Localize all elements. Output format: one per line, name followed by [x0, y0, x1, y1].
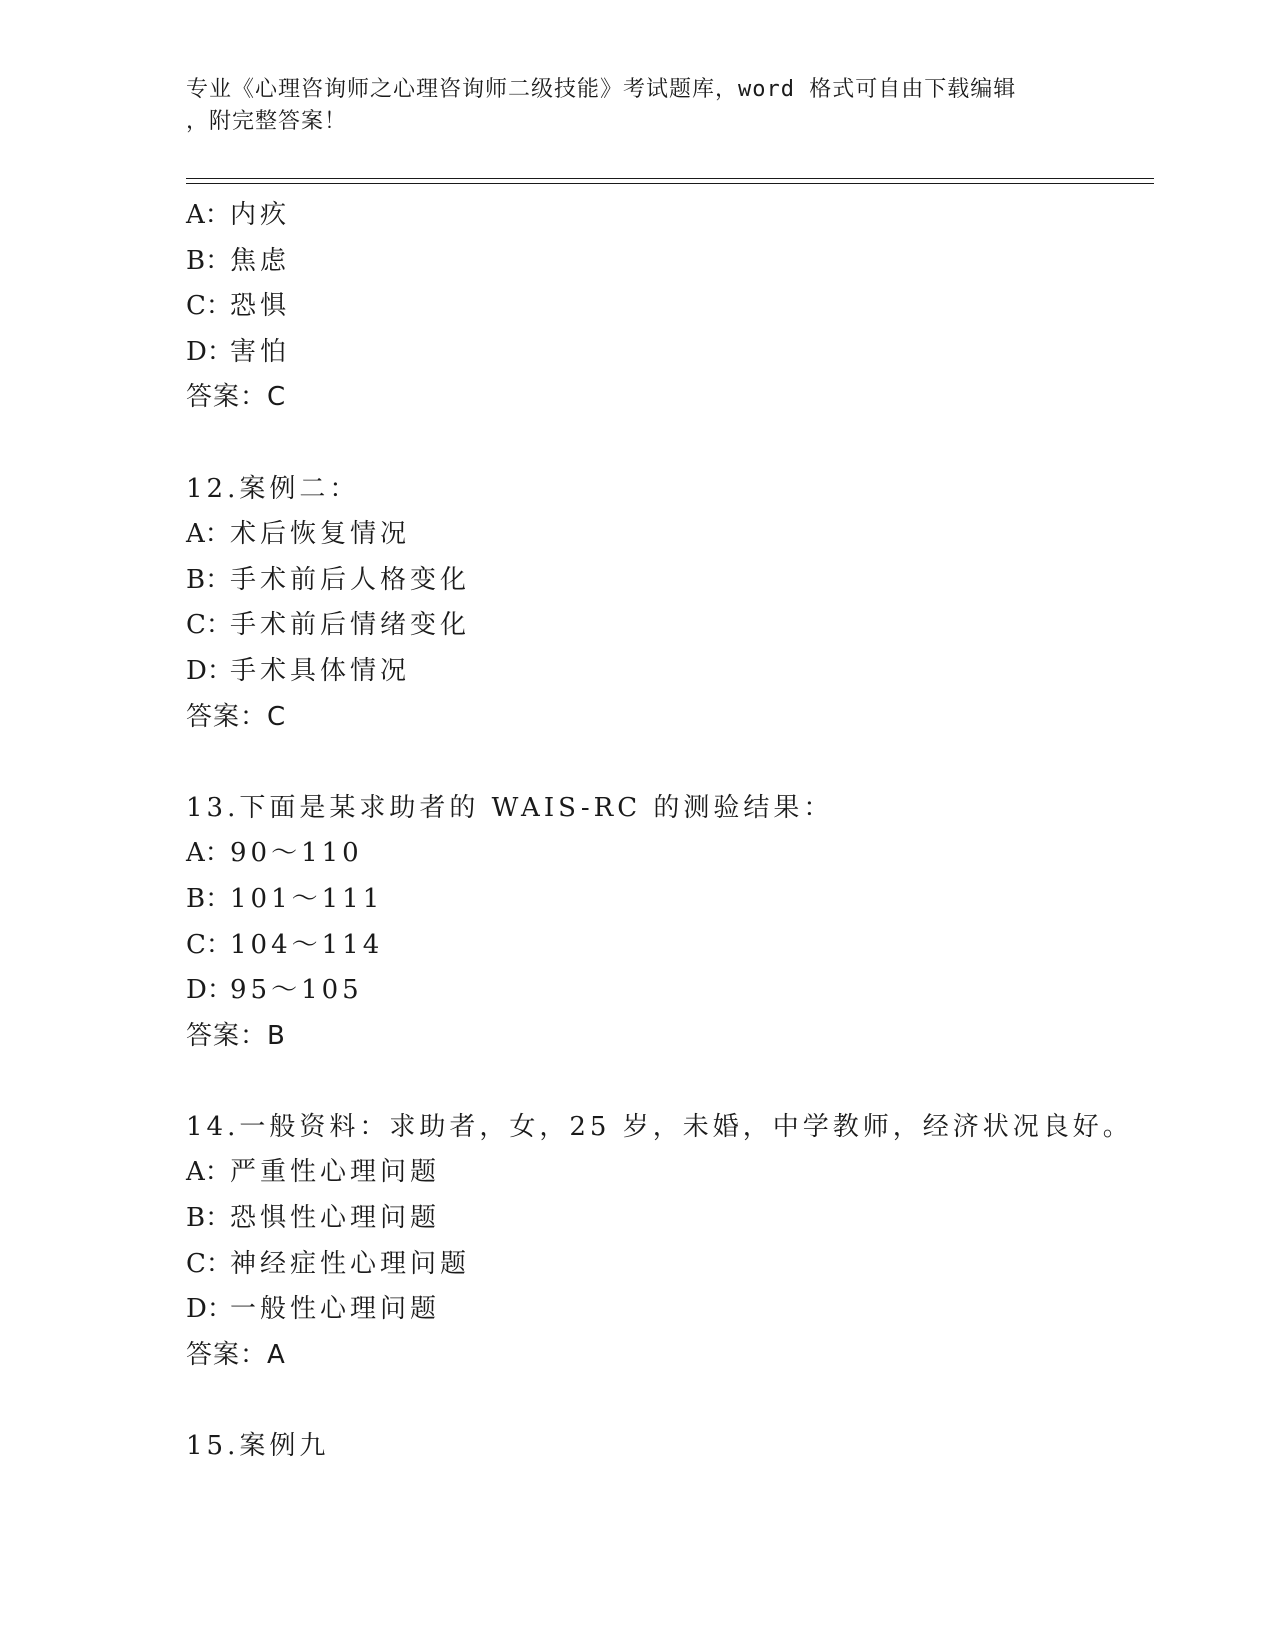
option-b [186, 877, 1146, 923]
option-text: 害怕 [230, 336, 291, 367]
option-key: A： [186, 838, 231, 869]
option-text: 104～114 [230, 929, 384, 960]
option-a [186, 193, 1146, 239]
option-c [186, 923, 1146, 969]
option-key: B： [186, 883, 232, 914]
option-d [186, 968, 1146, 1014]
question-list [186, 193, 1146, 1470]
option-key: C： [186, 610, 232, 641]
option-key: C： [186, 291, 232, 322]
question-stem: 13.下面是某求助者的 WAIS-RC 的测验结果： [186, 792, 834, 823]
answer-line: 答案：C [186, 701, 287, 732]
option-key: D： [186, 655, 233, 686]
option-key: B： [186, 564, 232, 595]
option-text: 神经症性心理问题 [230, 1248, 471, 1279]
document-header [186, 74, 1066, 138]
header-divider-top [186, 178, 1154, 179]
option-key: D： [186, 1294, 233, 1325]
option-key: A： [186, 200, 231, 230]
option-key: A： [186, 1157, 231, 1188]
option-text: 手术具体情况 [230, 655, 411, 686]
option-key: A： [186, 519, 231, 550]
option-c [186, 284, 1146, 330]
option-text: 一般性心理问题 [230, 1294, 441, 1325]
question-stem: 14.一般资料：求助者，女，25 岁，未婚，中学教师，经济状况良好。 [186, 1111, 1133, 1142]
spacer [186, 740, 1146, 786]
question-stem: 12.案例二： [186, 473, 360, 504]
option-key: D： [186, 975, 233, 1006]
option-key: C： [186, 1248, 232, 1279]
option-b [186, 1196, 1146, 1242]
question-stem: 15.案例九 [186, 1431, 330, 1462]
answer-line: 答案：B [186, 1020, 286, 1051]
option-text: 焦虑 [230, 245, 291, 276]
option-a [186, 1150, 1146, 1196]
answer-line: 答案：C [186, 382, 287, 413]
option-d [186, 649, 1146, 695]
option-text: 严重性心理问题 [230, 1157, 441, 1188]
header-line-2: ，附完整答案！ [186, 109, 348, 134]
option-d [186, 1287, 1146, 1333]
spacer [186, 1059, 1146, 1105]
spacer [186, 1378, 1146, 1424]
option-text: 恐惧性心理问题 [230, 1203, 441, 1234]
header-divider-bottom [186, 183, 1154, 184]
option-key: D： [186, 336, 233, 367]
spacer [186, 421, 1146, 467]
answer-line: 答案：A [186, 1339, 286, 1370]
option-key: C： [186, 929, 232, 960]
option-text: 恐惧 [230, 291, 291, 322]
option-text: 手术前后人格变化 [230, 564, 471, 595]
option-text: 内疚 [230, 200, 291, 230]
option-d [186, 330, 1146, 376]
header-line-1: 专业《心理咨询师之心理咨询师二级技能》考试题库，word 格式可自由下载编辑 [186, 77, 1017, 102]
option-text: 术后恢复情况 [230, 519, 411, 550]
option-key: B： [186, 245, 232, 276]
option-c [186, 1242, 1146, 1288]
option-text: 101～111 [230, 883, 384, 914]
option-key: B： [186, 1203, 232, 1234]
option-c [186, 603, 1146, 649]
option-a [186, 831, 1146, 877]
option-b [186, 239, 1146, 285]
option-text: 手术前后情绪变化 [230, 610, 471, 641]
option-a [186, 512, 1146, 558]
option-b [186, 558, 1146, 604]
option-text: 95～105 [230, 975, 363, 1006]
option-text: 90～110 [230, 838, 363, 869]
